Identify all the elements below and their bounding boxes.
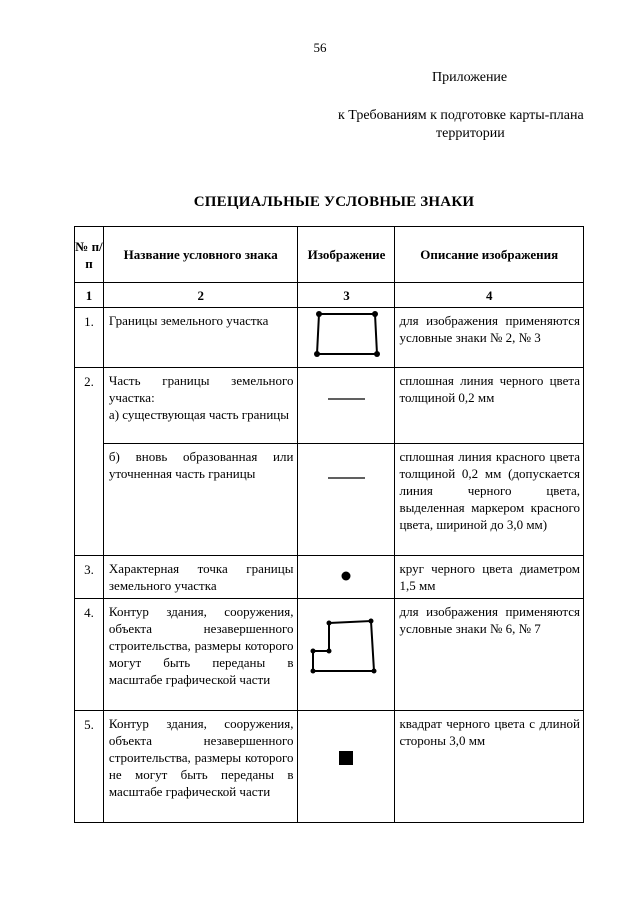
header-description: Описание изображения bbox=[395, 227, 584, 283]
symbol-name: Контур здания, сооружения, объекта незавершенного строительства, размеры которого не могут быть переданы в масштабе графической части bbox=[103, 711, 298, 823]
symbol-name: Границы земельного участка bbox=[103, 308, 298, 368]
column-index: 4 bbox=[395, 283, 584, 308]
symbol-description: квадрат черного цвета с длиной стороны 3,0 мм bbox=[395, 711, 584, 823]
black-dot-icon bbox=[298, 556, 394, 592]
header-number: № п/п bbox=[75, 227, 104, 283]
symbol-image-cell bbox=[298, 556, 395, 599]
symbol-image-cell bbox=[298, 308, 395, 368]
symbol-name: Часть границы земельного участка: а) существующая часть границы bbox=[103, 368, 298, 444]
document-title: СПЕЦИАЛЬНЫЕ УСЛОВНЫЕ ЗНАКИ bbox=[193, 194, 475, 210]
symbol-image-cell bbox=[298, 711, 395, 823]
column-index: 1 bbox=[75, 283, 104, 308]
header-name: Название условного знака bbox=[103, 227, 298, 283]
black-square-icon bbox=[298, 711, 394, 771]
symbol-description: для изображения применяются условные знаки № 6, № 7 bbox=[395, 599, 584, 711]
symbol-description: сплошная линия красного цвета толщиной 0,2 мм (допускается линия черного цвета, выделенная маркером красного цвета, шириной до 3,0 мм) bbox=[395, 444, 584, 556]
row-number: 2. bbox=[75, 368, 104, 444]
table-row bbox=[75, 599, 584, 711]
row-number bbox=[75, 444, 104, 556]
column-index-row bbox=[75, 283, 584, 308]
table-row bbox=[75, 444, 584, 556]
requirements-line-2: территории bbox=[436, 126, 505, 141]
symbol-image-cell bbox=[298, 368, 395, 444]
symbol-description: сплошная линия черного цвета толщиной 0,2 мм bbox=[395, 368, 584, 444]
page-number: 56 bbox=[313, 40, 327, 55]
symbol-image-cell bbox=[298, 444, 395, 556]
row-number: 5. bbox=[75, 711, 104, 823]
column-index: 3 bbox=[298, 283, 395, 308]
appendix-label: Приложение bbox=[432, 70, 508, 85]
table-row bbox=[75, 308, 584, 368]
row-number: 1. bbox=[75, 308, 104, 368]
legend-table bbox=[74, 226, 584, 823]
table-row bbox=[75, 556, 584, 599]
symbol-name: Контур здания, сооружения, объекта незавершенного строительства, размеры которого могут быть переданы в масштабе графической части bbox=[103, 599, 298, 711]
symbol-image-cell bbox=[298, 599, 395, 711]
table-row bbox=[75, 711, 584, 823]
row-number: 4. bbox=[75, 599, 104, 711]
black-line-icon bbox=[298, 368, 394, 408]
symbol-description: для изображения применяются условные знаки № 2, № 3 bbox=[395, 308, 584, 368]
symbol-name: Характерная точка границы земельного участка bbox=[103, 556, 298, 599]
symbol-name: б) вновь образованная или уточненная часть границы bbox=[103, 444, 298, 556]
requirements-line-1: к Требованиям к подготовке карты-плана bbox=[338, 108, 584, 123]
parcel-polygon-icon bbox=[298, 308, 394, 360]
red-line-icon bbox=[298, 444, 394, 484]
header-image: Изображение bbox=[298, 227, 395, 283]
column-index: 2 bbox=[103, 283, 298, 308]
table-row bbox=[75, 368, 584, 444]
table-header-row bbox=[75, 227, 584, 283]
symbol-description: круг черного цвета диаметром 1,5 мм bbox=[395, 556, 584, 599]
row-number: 3. bbox=[75, 556, 104, 599]
building-contour-icon bbox=[298, 599, 394, 679]
